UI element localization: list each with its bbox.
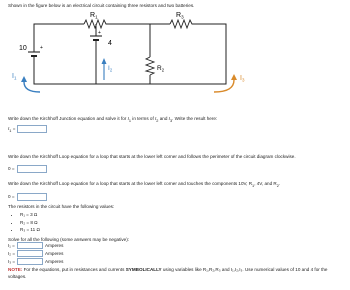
- i3-arrowhead: [231, 74, 237, 80]
- i3-label: $I_3$: [240, 75, 245, 83]
- i3-arrow: [214, 80, 234, 92]
- list-item: • R₂ = 8 Ω: [20, 220, 40, 226]
- solve-i1-input[interactable]: [17, 242, 43, 249]
- battery-left-plus: +: [40, 45, 43, 51]
- values-heading: The resistors in the circuit have the following values:: [8, 204, 115, 209]
- q2-answer-input[interactable]: [17, 165, 47, 173]
- list-item: • R₁ = 3 Ω: [20, 212, 40, 218]
- note-label: NOTE:: [8, 267, 23, 272]
- battery-middle-plus: +: [98, 30, 101, 36]
- q2-answer-label: 0 =: [8, 166, 15, 171]
- note-line-2: voltages.: [8, 274, 27, 279]
- i2-arrowhead: [102, 58, 107, 64]
- solve-i1-unit: Amperes: [45, 243, 64, 248]
- q1-answer-label: $I_1$ =: [8, 126, 16, 133]
- q2-prompt: Write down the Kirchhoff Loop equation for a loop that starts at the lower left corner and follows the perimeter of the circuit diagram clockwise.: [8, 154, 296, 159]
- q1-answer-input[interactable]: [17, 125, 47, 133]
- solve-i3-input[interactable]: [17, 258, 43, 265]
- r1-label: $R_1$: [90, 12, 98, 20]
- i1-label: $I_1$: [12, 73, 17, 81]
- r3-label: $R_3$: [176, 12, 184, 20]
- solve-i2-input[interactable]: [17, 250, 43, 257]
- q3-answer-label: 0 =: [8, 194, 15, 199]
- circuit-diagram: [0, 0, 350, 110]
- solve-i3-unit: Amperes: [45, 259, 64, 264]
- solve-heading: Solve for all the following (some answers may be negative):: [8, 237, 130, 242]
- i1-arrowhead: [21, 76, 27, 82]
- intro-text: Shown in the figure below is an electrical circuit containing three resistors and two batteries.: [8, 3, 195, 8]
- list-item: • R₃ = 11 Ω: [20, 227, 40, 233]
- solve-i2-label: I₂ =: [8, 251, 16, 256]
- battery-middle-value: 4: [108, 40, 112, 47]
- q3-answer-input[interactable]: [17, 193, 47, 201]
- wire-perimeter: [34, 24, 226, 84]
- q1-prompt: Write down the Kirchhoff Junction equation and solve it for $I_1$ in terms of $I_2$ and $I_3$. Write the result here:: [8, 116, 218, 123]
- solve-i2-unit: Amperes: [45, 251, 64, 256]
- resistor-values-list: [8, 212, 40, 235]
- q3-prompt: Write down the Kirchhoff Loop equation for a loop that starts at the lower left corner and touches the components 10V, $R_1$, 4V, and $R_2$.: [8, 181, 281, 188]
- note-line-1: NOTE: For the equations, put in resistances and currents SYMBOLICALLY using variables like R₁,R₂,R₃ and I₁,I₂,I₃. Use numerical values of 10 and 4 for the: [8, 267, 328, 272]
- solve-i3-label: I₃ =: [8, 259, 16, 264]
- i2-label: $I_2$: [108, 65, 113, 73]
- resistor-r2: [146, 57, 154, 75]
- r2-label: $R_2$: [157, 65, 165, 73]
- resistor-r3: [170, 20, 194, 28]
- solve-i1-label: I₁ =: [8, 243, 15, 248]
- battery-left-value: 10: [19, 45, 27, 52]
